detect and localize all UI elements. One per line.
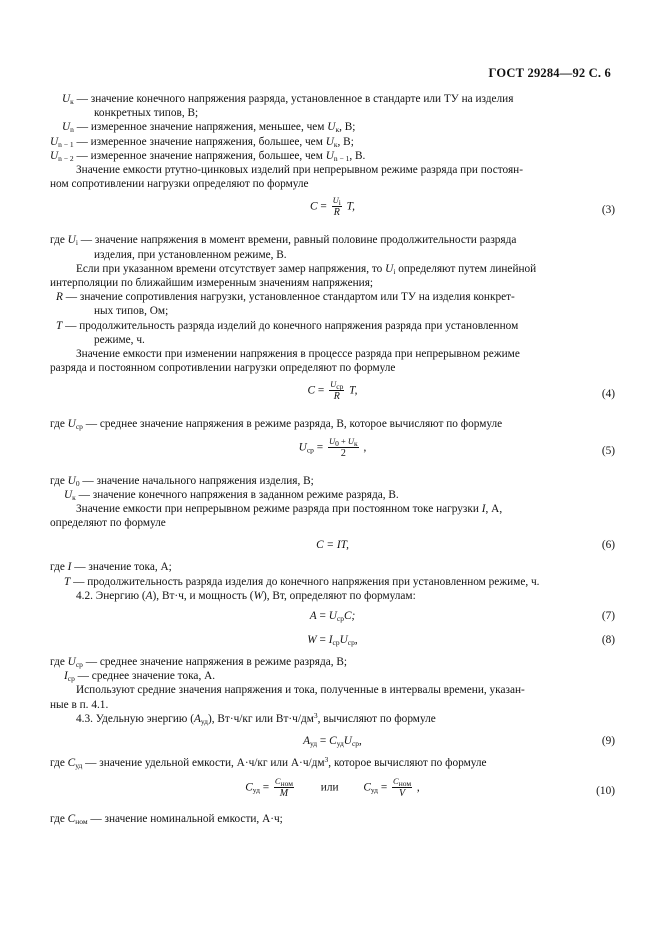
section-4-3: 4.3. Удельную энергию $(A_{уд})$, Вт·ч/кг или $Вт\cdot ч/дм^3$, вычисляют по формуле xyxy=(76,711,436,726)
definition-un-2: $U_{n - 2}$ — измеренное значение напряжения, большее, чем $U_{n - 1}$, В. xyxy=(50,149,366,163)
formula-number: (3) xyxy=(601,204,615,217)
paragraph-line: Если при указанном времени отсутствует замер напряжения, то $U_i$ определяют путем линейной xyxy=(76,262,537,276)
where-line: $I_{ср}$ — среднее значение тока, А. xyxy=(64,670,216,684)
formula-3: C = $\frac{U_i}{R}$ T, (3) xyxy=(310,195,615,219)
paragraph-line: ные в п. 4.1. xyxy=(50,698,109,711)
where-line: $U_к$ — значение конечного напряжения в заданном режиме разряда, В. xyxy=(64,488,399,502)
formula-number: (4) xyxy=(601,388,615,401)
formula-8: $W = I_{ср}U_{ср}$, (8) xyxy=(307,634,615,648)
where-line: где $C_{ном}$ — значение номинальной емкости, А·ч; xyxy=(50,813,283,827)
document-body xyxy=(50,92,615,827)
paragraph-line: Значение емкости ртутно-цинковых изделий при непрерывном режиме разряда при постоян- xyxy=(76,164,523,177)
paragraph-line: определяют по формуле xyxy=(50,517,166,530)
formula-number: (9) xyxy=(601,735,615,748)
where-line: где $U_{ср}$ — среднее значение напряжения в режиме разряда, В; xyxy=(50,656,348,670)
where-line-cont: изделия, при установленном режиме, В. xyxy=(94,248,287,261)
definition-un-1: $U_{n - 1}$ — измеренное значение напряжения, большее, чем $U_к$, В; xyxy=(50,135,354,149)
paragraph-line: Значение емкости при изменении напряжения в процессе разряда при непрерывном режиме xyxy=(76,348,520,361)
where-line: T — продолжительность разряда изделия до конечного напряжения при установленном режиме, ч. xyxy=(64,575,540,588)
formula-6: C = IT, (6) xyxy=(316,539,615,552)
where-line: где $U_0$ — значение начального напряжения изделия, В; xyxy=(50,474,314,488)
paragraph-line: разряда и постоянном сопротивлении нагрузки определяют по формуле xyxy=(50,362,396,375)
definition-t: T — продолжительность разряда изделий до конечного напряжения разряда при установленном xyxy=(56,319,519,332)
definition-uk-cont: конкретных типов, В; xyxy=(94,107,199,120)
paragraph-line: интерполяции по ближайшим измеренным значениям напряжения; xyxy=(50,277,374,290)
formula-number: (8) xyxy=(601,634,615,647)
where-line: где I — значение тока, А; xyxy=(50,561,172,574)
formula-4: C = $\frac{U_{ср}}{R}$ T, (4) xyxy=(307,379,615,403)
definition-r: R — значение сопротивления нагрузки, установленное стандартом или ТУ на изделия конкрет- xyxy=(56,291,515,304)
where-line: где $U_i$ — значение напряжения в момент времени, равный половине продолжительности разряда xyxy=(50,234,517,248)
definition-uk: $U_к$ — значение конечного напряжения разряда, установленное в стандарте или ТУ на изделия xyxy=(62,93,514,106)
formula-7: $A = U_{ср}C$; (7) xyxy=(309,610,615,624)
where-line: где $U_{ср}$ — среднее значение напряжения в режиме разряда, В, которое вычисляют по формуле xyxy=(50,418,503,432)
formula-9: $A_{уд} = C_{уд}U_{ср}$, (9) xyxy=(303,735,615,749)
formula-5: $U_{ср}$ = $\frac{U_0 + U_к}{2}$ , (5) xyxy=(298,435,615,459)
formula-number: (5) xyxy=(601,444,615,457)
section-4-2: 4.2. Энергию (A), Вт·ч, и мощность (W), Вт, определяют по формулам: xyxy=(76,589,416,602)
formula-number: (10) xyxy=(596,785,615,798)
formula-number: (6) xyxy=(601,539,615,552)
definition-t-cont: режиме, ч. xyxy=(94,333,145,346)
page-header: ГОСТ 29284—92 С. 6 xyxy=(488,66,611,80)
definition-r-cont: ных типов, Ом; xyxy=(94,305,169,318)
definition-un: $U_n$ — измеренное значение напряжения, меньшее, чем $U_к$, В; xyxy=(62,121,356,135)
where-line: где $C_{уд}$ — значение удельной емкости, А·ч/кг или $А\cdot ч/дм^3$, которое вычисляют по формуле xyxy=(50,756,487,771)
paragraph-line: ном сопротивлении нагрузки определяют по формуле xyxy=(50,178,309,191)
paragraph-line: Значение емкости при непрерывном режиме разряда при постоянном токе нагрузки I, А, xyxy=(76,503,503,516)
paragraph-line: Используют средние значения напряжения и тока, полученные в интервалы времени, указан- xyxy=(76,684,525,697)
formula-number: (7) xyxy=(601,610,615,623)
formula-10: $C_{уд}$ = $\frac{C_{ном}}{M}$ или $C_{уд}$ = $\frac{C_{ном}}{V}$ , (10) xyxy=(245,776,615,800)
